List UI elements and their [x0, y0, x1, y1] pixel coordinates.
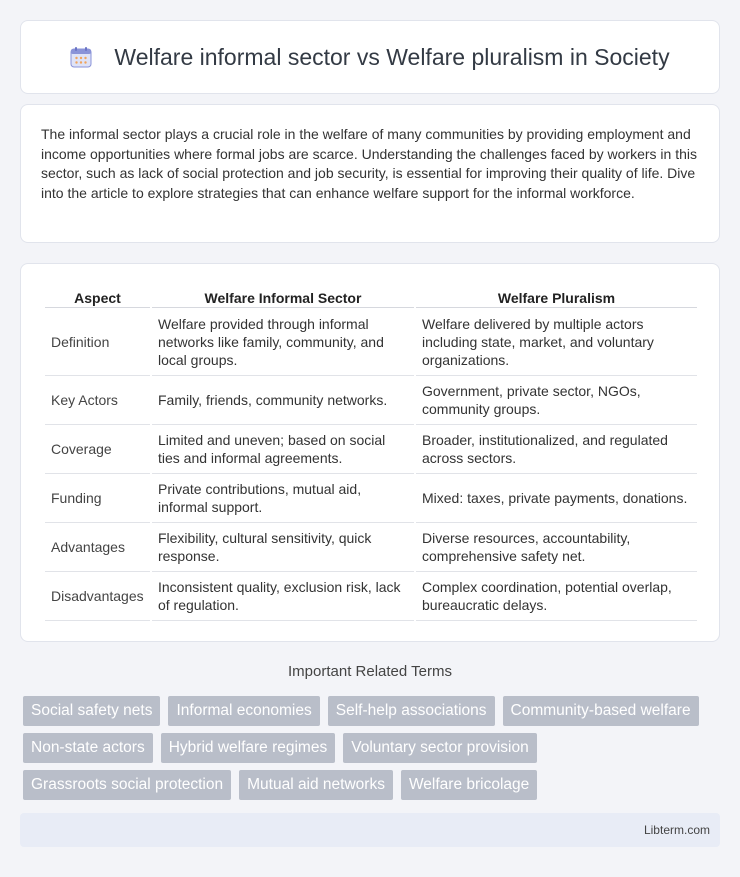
table-cell-aspect: Key Actors	[45, 376, 150, 425]
header-informal-sector: Welfare Informal Sector	[152, 284, 414, 308]
footer	[20, 813, 720, 847]
table-cell-informal: Limited and uneven; based on social ties and informal agreements.	[152, 425, 414, 474]
related-term-tag[interactable]: Mutual aid networks	[239, 770, 393, 800]
comparison-table	[43, 284, 699, 621]
table-row	[45, 572, 697, 621]
related-terms-heading: Important Related Terms	[288, 663, 452, 680]
table-cell-informal: Welfare provided through informal networks like family, community, and local groups.	[152, 308, 414, 376]
table-cell-aspect: Disadvantages	[45, 572, 150, 621]
table-cell-pluralism: Government, private sector, NGOs, community groups.	[416, 376, 697, 425]
header-pluralism: Welfare Pluralism	[416, 284, 697, 308]
calendar-icon	[70, 46, 92, 68]
related-term-tag[interactable]: Grassroots social protection	[23, 770, 231, 800]
footer-site-link[interactable]: Libterm.com	[643, 823, 710, 837]
table-row	[45, 425, 697, 474]
table-cell-informal: Private contributions, mutual aid, informal support.	[152, 474, 414, 523]
related-term-tag[interactable]: Community-based welfare	[503, 696, 699, 726]
title-card	[20, 20, 720, 94]
table-cell-pluralism: Welfare delivered by multiple actors including state, market, and voluntary organizations.	[416, 308, 697, 376]
related-terms-row	[23, 696, 723, 726]
related-term-tag[interactable]: Informal economies	[168, 696, 319, 726]
comparison-table-card	[20, 263, 720, 642]
intro-paragraph: The informal sector plays a crucial role in the welfare of many communities by providing employment and income opportunities where formal jobs are scarce. Understanding the challenges faced by workers in this sector, such as lack of social protection and job security, is essential for improving their quality of life. Dive into the article to explore strategies that can enhance welfare support for the informal workforce.	[41, 126, 698, 201]
related-term-tag[interactable]: Voluntary sector provision	[343, 733, 536, 763]
page-title: Welfare informal sector vs Welfare pluralism in Society	[114, 43, 670, 70]
related-terms-list	[23, 696, 723, 807]
table-cell-pluralism: Broader, institutionalized, and regulated across sectors.	[416, 425, 697, 474]
table-cell-aspect: Advantages	[45, 523, 150, 572]
table-row	[45, 474, 697, 523]
table-cell-pluralism: Complex coordination, potential overlap, bureaucratic delays.	[416, 572, 697, 621]
related-term-tag[interactable]: Welfare bricolage	[401, 770, 537, 800]
header-aspect: Aspect	[45, 284, 150, 308]
table-cell-informal: Inconsistent quality, exclusion risk, lack of regulation.	[152, 572, 414, 621]
table-row	[45, 376, 697, 425]
table-row	[45, 308, 697, 376]
table-cell-aspect: Funding	[45, 474, 150, 523]
related-term-tag[interactable]: Self-help associations	[328, 696, 495, 726]
related-term-tag[interactable]: Social safety nets	[23, 696, 160, 726]
table-cell-pluralism: Mixed: taxes, private payments, donations.	[416, 474, 697, 523]
table-cell-aspect: Coverage	[45, 425, 150, 474]
table-cell-aspect: Definition	[45, 308, 150, 376]
table-cell-informal: Flexibility, cultural sensitivity, quick response.	[152, 523, 414, 572]
table-cell-informal: Family, friends, community networks.	[152, 376, 414, 425]
related-term-tag[interactable]: Non-state actors	[23, 733, 153, 763]
related-term-tag[interactable]: Hybrid welfare regimes	[161, 733, 336, 763]
table-header-row	[45, 284, 697, 308]
intro-card	[20, 104, 720, 243]
related-terms-row	[23, 770, 723, 800]
table-cell-pluralism: Diverse resources, accountability, comprehensive safety net.	[416, 523, 697, 572]
table-row	[45, 523, 697, 572]
related-terms-row	[23, 733, 723, 763]
